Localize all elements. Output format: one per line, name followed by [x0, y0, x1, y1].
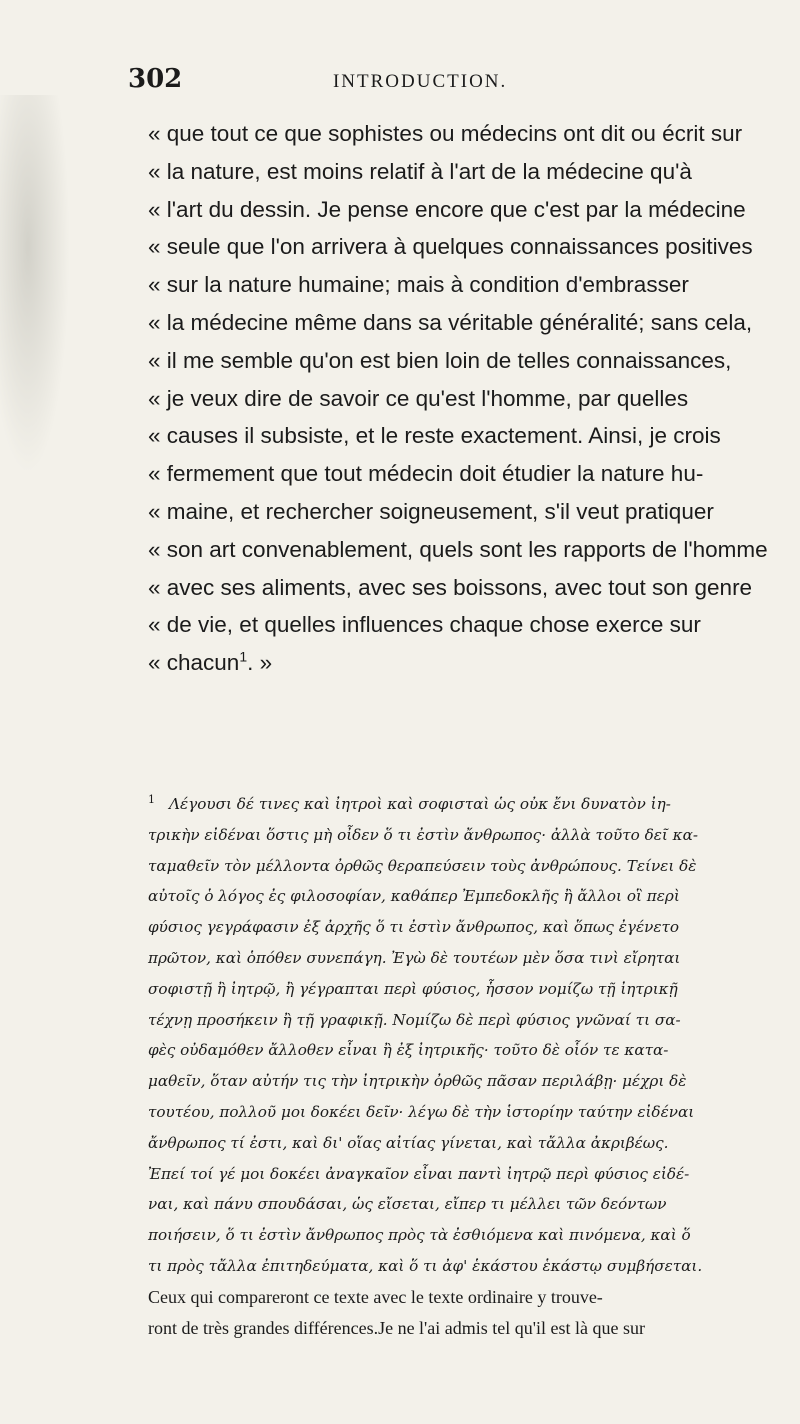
footnote-greek-text: Λέγουσι δέ τινες καὶ ἰητροὶ καὶ σοφισταὶ ὡς οὐκ ἔνι δυνατὸν ἰη-	[169, 795, 671, 814]
text-line: « son art convenablement, quels sont les rapports de l'homme	[148, 536, 768, 562]
footnote-line: τουτέου, πολλοῦ μοι δοκέει δεῖν· λέγω δὲ τὴν ἱστορίην ταύτην εἰδέναι	[148, 1103, 695, 1122]
text-line: « de vie, et quelles influences chaque chose exerce sur	[148, 612, 701, 638]
footnote-french-line: Ceux qui compareront ce texte avec le texte ordinaire y trouve-	[148, 1286, 603, 1307]
text-line: « que tout ce que sophistes ou médecins ont dit ou écrit sur	[148, 121, 743, 146]
footnote-line	[148, 785, 788, 820]
margin-stain	[0, 95, 70, 475]
text-line: « maine, et rechercher soigneusement, s'il veut pratiquer	[148, 498, 714, 524]
text-line: « fermement que tout médecin doit étudier la nature hu-	[148, 461, 704, 487]
footnote-line: φὲς οὐδαμόθεν ἄλλοθεν εἶναι ἢ ἐξ ἰητρικῆς· τοῦτο δὲ οἷόν τε κατα-	[148, 1041, 669, 1060]
footnote-line: ποιήσειν, ὅ τι ἐστὶν ἄνθρωπος πρὸς τὰ ἐσθιόμενα καὶ πινόμενα, καὶ ὅ	[148, 1226, 691, 1245]
text-line: « je veux dire de savoir ce qu'est l'homme, par quelles	[148, 385, 689, 411]
footnote-marker: 1	[148, 793, 155, 806]
footnote-line: φύσιος γεγράφασιν ἐξ ἀρχῆς ὅ τι ἐστὶν ἄνθρωπος, καὶ ὅπως ἐγένετο	[148, 918, 680, 937]
footnote-line: σοφιστῇ ἢ ἰητρῷ, ἢ γέγραπται περὶ φύσιος, ἧσσον νομίζω τῇ ἰητρικῇ	[148, 979, 678, 998]
text-line: « avec ses aliments, avec ses boissons, avec tout son genre	[148, 574, 753, 600]
text-line: « causes il subsiste, et le reste exactement. Ainsi, je crois	[148, 423, 721, 449]
footnote-line: ταμαθεῖν τὸν μέλλοντα ὀρθῶς θεραπεύσειν τοὺς ἀνθρώπους. Τείνει δὲ	[148, 856, 697, 875]
footnote-line: τέχνῃ προσήκειν ἢ τῇ γραφικῇ. Νομίζω δὲ περὶ φύσιος γνῶναί τι σα-	[148, 1010, 681, 1029]
text-line: « la nature, est moins relatif à l'art de la médecine qu'à	[148, 158, 692, 184]
text-line: « seule que l'on arrivera à quelques connaissances positives	[148, 234, 753, 260]
main-text	[148, 115, 788, 682]
footnote-line: μαθεῖν, ὅταν αὐτήν τις τὴν ἰητρικὴν ὀρθῶς πᾶσαν περιλάβῃ· μέχρι δὲ	[148, 1072, 687, 1091]
footnote-line: ναι, καὶ πάνυ σπουδάσαι, ὡς εἴσεται, εἴπερ τι μέλλει τῶν δεόντων	[148, 1195, 667, 1214]
text-line: « il me semble qu'on est bien loin de telles connaissances,	[148, 347, 732, 373]
footnote-line: ἄνθρωπος τί ἐστι, καὶ δι' οἵας αἰτίας γίνεται, καὶ τἄλλα ἀκριβέως.	[148, 1133, 669, 1152]
text-line: « sur la nature humaine; mais à condition d'embrasser	[148, 272, 689, 298]
page-number: 302	[128, 64, 183, 94]
text-line: « la médecine même dans sa véritable généralité; sans cela,	[148, 309, 753, 335]
last-line-text: « chacun	[148, 650, 240, 676]
text-line-last	[148, 644, 788, 682]
footnote-line: τρικὴν εἰδέναι ὅστις μὴ οἶδεν ὅ τι ἐστὶν ἄνθρωπος· ἀλλὰ τοῦτο δεῖ κα-	[148, 825, 699, 844]
footnote	[148, 785, 788, 1343]
footnote-reference[interactable]: 1	[239, 648, 248, 665]
last-line-tail: . »	[247, 650, 273, 676]
text-line: « l'art du dessin. Je pense encore que c'est par la médecine	[148, 196, 746, 222]
footnote-line: αὐτοῖς ὁ λόγος ἐς φιλοσοφίαν, καθάπερ Ἐμπεδοκλῆς ἢ ἄλλοι οἳ περὶ	[148, 887, 680, 906]
footnote-line: Ἐπεί τοί γέ μοι δοκέει ἀναγκαῖον εἶναι παντὶ ἰητρῷ περὶ φύσιος εἰδέ-	[148, 1164, 690, 1183]
page-header	[128, 64, 698, 94]
running-title: INTRODUCTION.	[332, 71, 508, 92]
footnote-french-line: ront de très grandes différences.Je ne l'ai admis tel qu'il est là que sur	[148, 1317, 645, 1338]
footnote-line: τι πρὸς τἄλλα ἐπιτηδεύματα, καὶ ὅ τι ἀφ' ἑκάστου ἑκάστῳ συμβήσεται.	[148, 1257, 703, 1276]
footnote-line: πρῶτον, καὶ ὁπόθεν συνεπάγη. Ἐγὼ δὲ τουτέων μὲν ὅσα τινὶ εἴρηται	[148, 949, 681, 968]
